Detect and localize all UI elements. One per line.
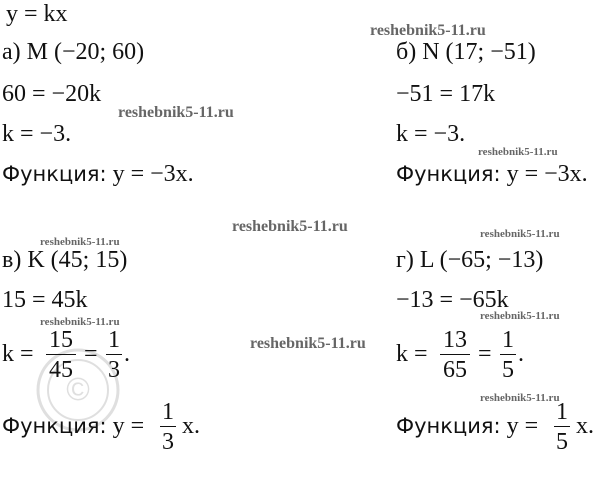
part-a-equation: 60 = −20k	[2, 81, 102, 107]
fraction	[106, 328, 122, 382]
fraction-bar	[500, 354, 516, 355]
svg-text:©: ©	[66, 371, 90, 407]
function-suffix: x.	[576, 413, 594, 439]
fraction-bar	[106, 354, 122, 355]
fraction	[440, 328, 470, 382]
part-v-equation: 15 = 45k	[2, 287, 88, 313]
function-prefix: y =	[112, 413, 145, 439]
part-v-header: в) K (45; 15)	[2, 247, 128, 273]
fraction-numerator: 13	[443, 327, 467, 353]
function-suffix: x.	[182, 413, 200, 439]
equals-sign: =	[84, 341, 98, 367]
fraction-denominator: 3	[162, 429, 174, 455]
function-formula: y = −3x.	[112, 161, 194, 187]
fraction-bar	[160, 426, 176, 427]
fraction-bar	[440, 354, 470, 355]
part-a-header: а) M (−20; 60)	[2, 39, 145, 65]
fraction	[500, 328, 516, 382]
fraction-bar	[46, 354, 76, 355]
watermark-text: reshebnik5-11.ru	[480, 228, 560, 240]
function-label: Функция:	[2, 414, 107, 438]
function-prefix: y =	[506, 413, 539, 439]
watermark-text: reshebnik5-11.ru	[370, 22, 486, 39]
part-b-k: k = −3.	[396, 121, 466, 147]
part-g-equation: −13 = −65k	[396, 287, 509, 313]
fraction-numerator: 15	[49, 327, 73, 353]
equals-sign: =	[478, 341, 492, 367]
function-label: Функция:	[2, 162, 107, 186]
part-a-k: k = −3.	[2, 121, 72, 147]
fraction-denominator: 5	[556, 429, 568, 455]
fraction-denominator: 3	[108, 357, 120, 383]
fraction-numerator: 1	[108, 327, 120, 353]
function-label: Функция:	[396, 162, 501, 186]
function-label: Функция:	[396, 414, 501, 438]
fraction-denominator: 65	[443, 357, 467, 383]
period: .	[124, 341, 130, 367]
part-v-k-prefix: k =	[2, 341, 34, 367]
watermark-text: reshebnik5-11.ru	[118, 104, 234, 121]
watermark-text: reshebnik5-11.ru	[478, 146, 558, 158]
fraction-bar	[554, 426, 570, 427]
fraction	[554, 400, 570, 454]
fraction-numerator: 1	[162, 399, 174, 425]
period: .	[518, 341, 524, 367]
watermark-text: reshebnik5-11.ru	[40, 236, 120, 248]
formula-title: y = kx	[6, 1, 68, 27]
part-b-equation: −51 = 17k	[396, 81, 496, 107]
fraction	[46, 328, 76, 382]
function-formula: y = −3x.	[506, 161, 588, 187]
part-v-function	[2, 412, 144, 440]
fraction-numerator: 1	[556, 399, 568, 425]
fraction-denominator: 5	[502, 357, 514, 383]
part-a-function	[2, 160, 194, 188]
watermark-text: reshebnik5-11.ru	[232, 218, 348, 235]
part-g-header: г) L (−65; −13)	[396, 247, 544, 273]
watermark-text: reshebnik5-11.ru	[480, 310, 560, 322]
watermark-text: reshebnik5-11.ru	[40, 316, 120, 328]
part-b-header: б) N (17; −51)	[396, 39, 536, 65]
watermark-text: reshebnik5-11.ru	[250, 335, 366, 352]
part-g-function	[396, 412, 538, 440]
fraction-numerator: 1	[502, 327, 514, 353]
fraction-denominator: 45	[49, 357, 73, 383]
part-b-function	[396, 160, 588, 188]
part-g-k-prefix: k =	[396, 341, 428, 367]
fraction	[160, 400, 176, 454]
watermark-text: reshebnik5-11.ru	[480, 392, 560, 404]
